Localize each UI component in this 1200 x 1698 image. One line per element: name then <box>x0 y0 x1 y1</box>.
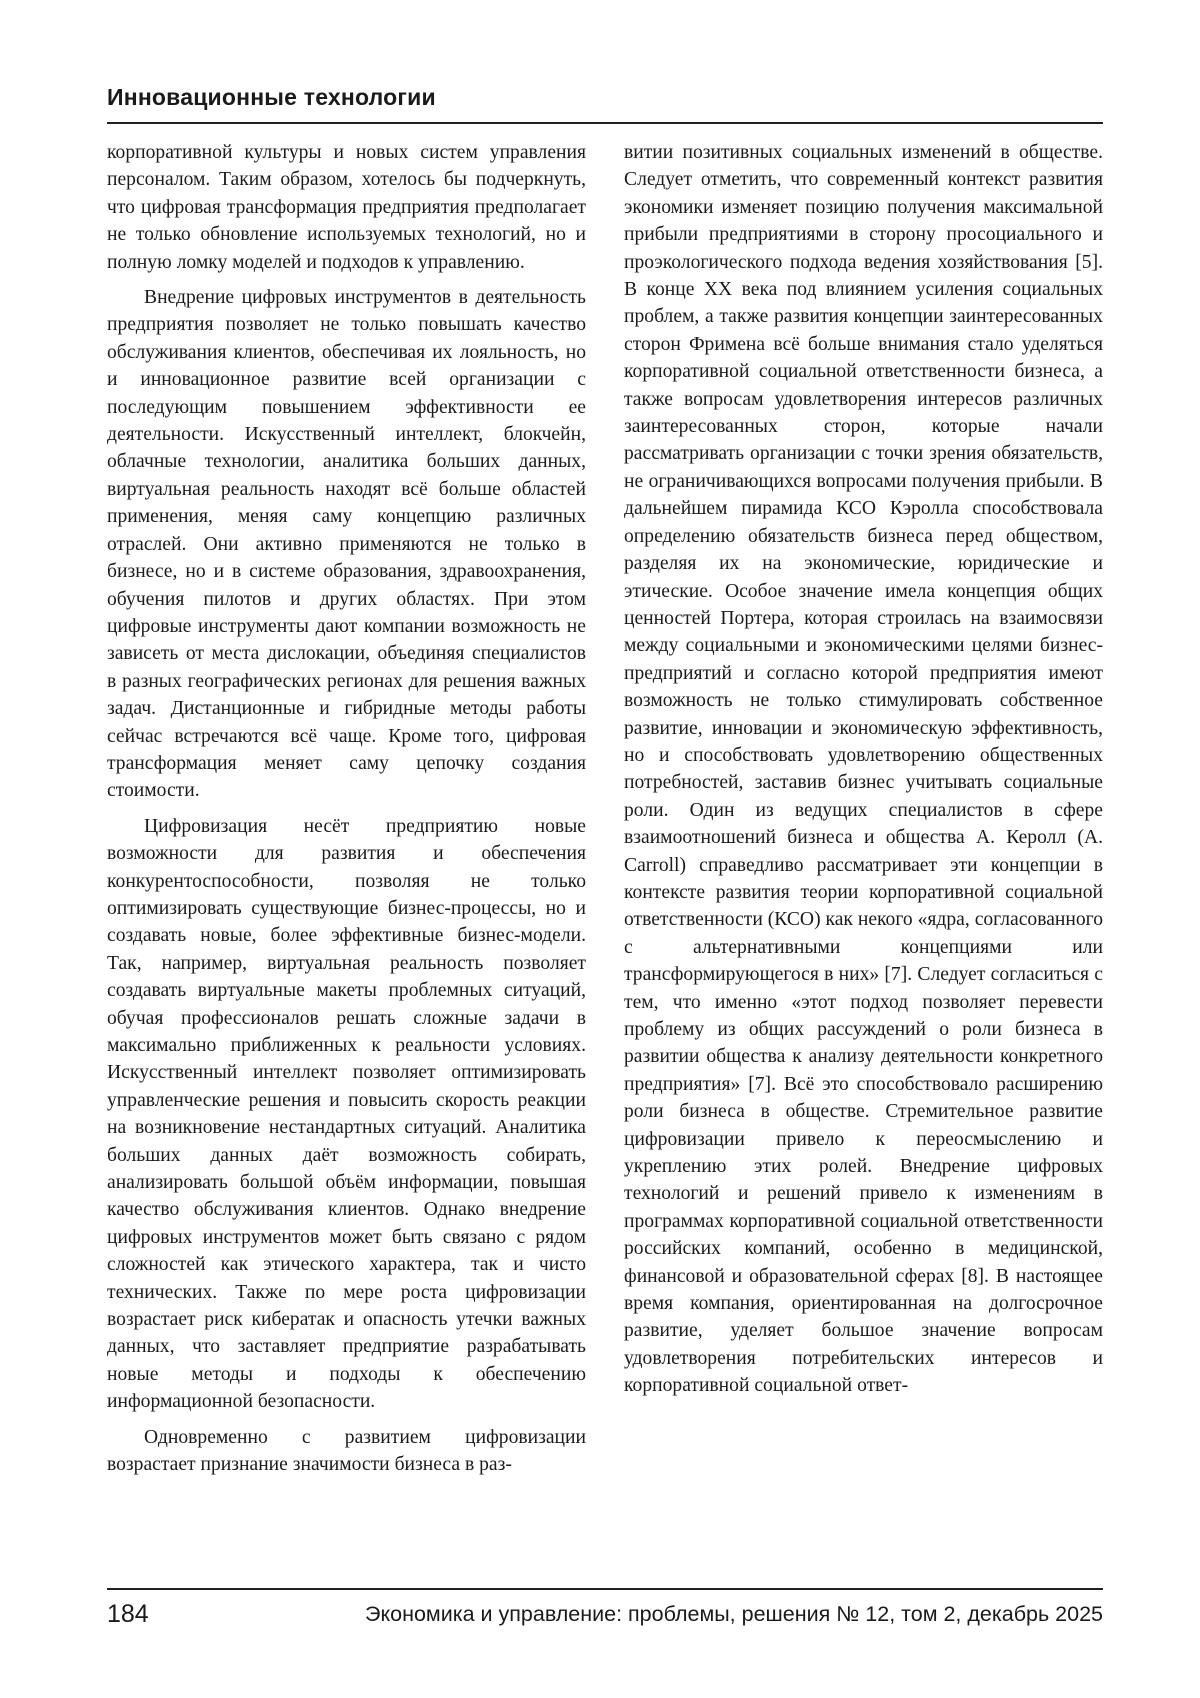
paragraph: корпоративной культуры и новых систем управления персоналом. Таким образом, хотелось бы подчеркнуть, что цифровая трансформация предприятия предполагает не только обновление используемых технологий, но и полную ломку моделей и подходов к управлению. <box>107 142 586 273</box>
journal-citation: Экономика и управление: проблемы, решения № 12, том 2, декабрь 2025 <box>365 1602 1103 1626</box>
paragraph: витии позитивных социальных изменений в обществе. Следует отметить, что современный контекст развития экономики изменяет позицию получения максимальной прибыли предприятиями в сторону просоциального и проэкологического подхода ведения хозяйствования [5]. В конце XX века под влиянием усиления социальных проблем, а также развития концепции заинтересованных сторон Фримена всё больше внимания стало уделяться корпоративной социальной ответственности бизнеса, а также вопросам удовлетворения интересов различных заинтересованных сторон, которые начали рассматривать организации с точки зрения обязательств, не ограничивающихся вопросами получения прибыли. В дальнейшем пирамида КСО Кэролла способствовала определению обязательств бизнеса перед обществом, разделяя их на экономические, юридические и этические. Особое значение имела концепция общих ценностей Портера, которая строилась на взаимосвязи между социальными и экономическими целями бизнес-предприятий и согласно которой предприятия имеют возможность не только стимулировать собственное развитие, инновации и экономическую эффективность, но и способствовать удовлетворению общественных потребностей, заставив бизнес учитывать социальные роли. Один из ведущих специалистов в сфере взаимоотношений бизнеса и общества А. Керолл (A. Carroll) справедливо рассматривает эти концепции в контексте развития теории корпоративной социальной ответственности (КСО) как некого «ядра, согласованного с альтернативными концепциями или трансформирующегося в них» [7]. Следует согласиться с тем, что именно «этот подход позволяет перевести проблему из общих рассуждений о роли бизнеса в развитии общества к анализу деятельности конкретного предприятия» [7]. Всё это способствовало расширению роли бизнеса в обществе. Стремительное развитие цифровизации привело к переосмыслению и укреплению этих ролей. Внедрение цифровых технологий и решений привело к изменениям в программах корпоративной социальной ответственности российских компаний, особенно в медицинской, финансовой и образовательной сферах [8]. В настоящее время компания, ориентированная на долгосрочное развитие, уделяет большое значение вопросам удовлетворения потребительских интересов и корпоративной социальной ответ- <box>624 142 1103 1397</box>
page-number: 184 <box>107 1600 149 1628</box>
paragraph: Одновременно с развитием цифровизации возрастает признание значимости бизнеса в раз- <box>107 1426 586 1476</box>
right-column <box>624 139 1103 1408</box>
header-divider <box>107 122 1103 124</box>
paragraph: Внедрение цифровых инструментов в деятельность предприятия позволяет не только повышать качество обслуживания клиентов, обеспечивая их лояльность, но и инновационное развитие всей организации с последующим повышением эффективности ее деятельности. Искусственный интеллект, блокчейн, облачные технологии, аналитика больших данных, виртуальная реальность находят всё больше областей применения, меняя саму концепцию различных отраслей. Они активно применяются не только в бизнесе, но и в системе образования, здравоохранения, обучения пилотов и других областях. При этом цифровые инструменты дают компании возможность не зависеть от места дислокации, объединяя специалистов в разных географических регионах для решения важных задач. Дистанционные и гибридные методы работы сейчас встречаются всё чаще. Кроме того, цифровая трансформация меняет саму цепочку создания стоимости. <box>107 287 586 802</box>
section-title: Инновационные технологии <box>107 84 436 110</box>
paragraph: Цифровизация несёт предприятию новые возможности для развития и обеспечения конкурентоспособности, позволяя не только оптимизировать существующие бизнес-процессы, но и создавать новые, более эффективные бизнес-модели. Так, например, виртуальная реальность позволяет создавать виртуальные макеты проблемных ситуаций, обучая профессионалов решать сложные задачи в максимально приближенных к реальности условиях. Искусственный интеллект позволяет оптимизировать управленческие решения и повысить скорость реакции на возникновение нестандартных ситуаций. Аналитика больших данных даёт возможность собирать, анализировать большой объём информации, повышая качество обслуживания клиентов. Однако внедрение цифровых инструментов может быть связано с рядом сложностей как этического характера, так и чисто технических. Также по мере роста цифровизации возрастает риск кибератак и опасность утечки важных данных, что заставляет предприятие разрабатывать новые методы и подходы к обеспечению информационной безопасности. <box>107 815 586 1413</box>
footer-divider <box>107 1588 1103 1590</box>
left-column <box>107 139 586 1487</box>
